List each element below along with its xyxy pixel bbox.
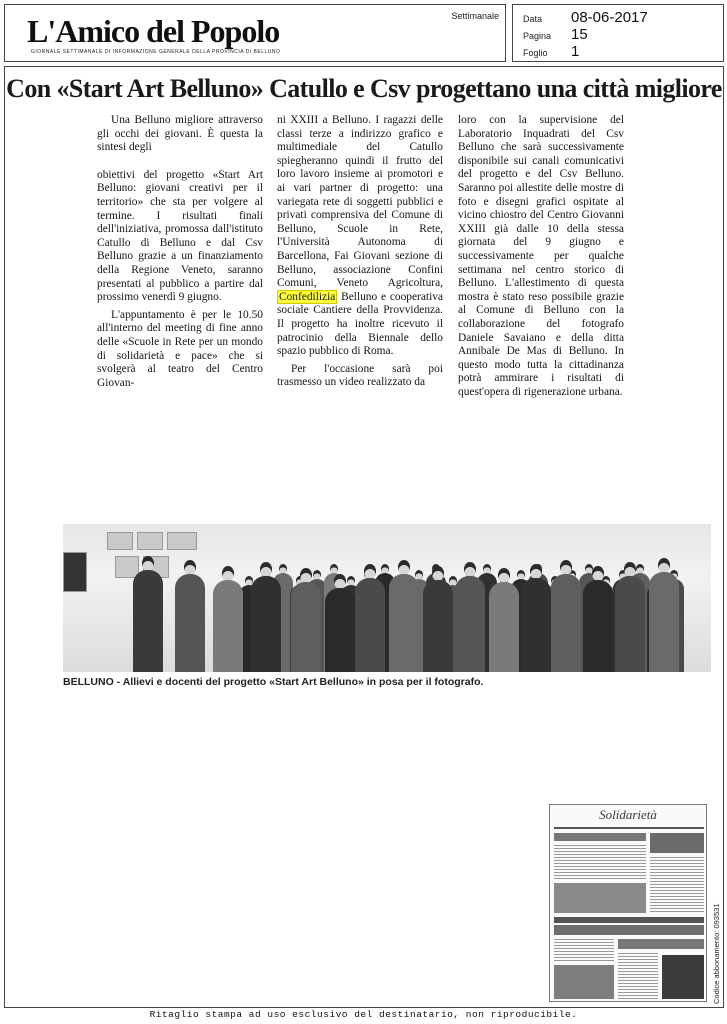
date-row <box>523 9 648 26</box>
subscription-code: Codice abbonamento: 093531 <box>712 903 721 1004</box>
person-body <box>325 588 355 673</box>
person-body <box>355 578 385 673</box>
article-text: Belluno e cooperativa sociale Cantiere della Provvidenza. Il progetto ha inoltre ricevuto il patrocinio della Biennale dello spazio pubblico di Roma. <box>277 290 443 358</box>
article-paragraph: loro con la supervisione del Laboratorio Inquadrati del Csv Belluno che sarà successivamente disponibile sui canali comunicativi del progetto e del Csv Belluno. Saranno poi allestite delle mostre di foto e disegni grafici ospitate al vicino chiostro del Centro Giovanni XXIII già dalle 10 della stessa giornata del 9 giugno e successivamente per qualche settimana nel centro storico di Belluno. L'allestimento di questa mostra è stato reso possibile grazie al Comune di Belluno con la collaborazione del fotografo Daniele Savaiano e della ditta Annibale De Mas di Belluno. In questo modo tutta la cittadinanza potrà ammirare i risultati di quest'opera di rigenerazione urbana. <box>458 114 624 398</box>
person-body <box>455 576 485 673</box>
person-figure <box>615 562 645 672</box>
person-head <box>142 556 155 571</box>
person-head <box>560 560 573 575</box>
thumbnail-photo <box>554 883 646 913</box>
page-row <box>523 26 588 43</box>
thumbnail-text <box>554 845 646 879</box>
person-figure <box>521 564 551 672</box>
person-figure <box>423 566 453 672</box>
person-body <box>423 580 453 673</box>
thumbnail-text <box>618 953 658 999</box>
person-body <box>521 578 551 673</box>
frequency-label: Settimanale <box>451 11 499 21</box>
wall-poster <box>137 532 163 550</box>
sheet-label: Foglio <box>523 48 548 58</box>
date-value: 08-06-2017 <box>571 9 648 26</box>
thumbnail-headline <box>554 917 704 923</box>
article-column-3 <box>458 114 624 403</box>
person-head <box>364 564 377 579</box>
article-text: ni XXIII a Belluno. I ragazzi delle classi terze a indirizzo grafico e multimediale del Catullo spiegheranno quindi il frutto del loro lavoro insieme ai promotori e ai vari partner di progetto: una variegata rete di soggetti pubblici e privati comprensiva del Comune di Belluno, Scuole in Rete, l'Università Autonoma di Barcellona, Fai Giovani sezione di Belluno, associazione Confini Comuni, Veneto Agricoltura, <box>277 114 443 290</box>
person-head <box>624 562 637 577</box>
thumbnail-ad <box>662 955 704 999</box>
person-figure <box>455 562 485 672</box>
person-body <box>615 576 645 673</box>
person-body <box>389 574 419 673</box>
article-column-2 <box>277 114 443 394</box>
thumbnail-headline <box>650 833 704 853</box>
photo-caption: BELLUNO - Allievi e docenti del progetto «Start Art Belluno» in posa per il fotografo. <box>63 676 484 688</box>
person-head <box>498 568 511 583</box>
person-body <box>583 580 613 673</box>
person-body <box>551 574 581 673</box>
thumbnail-headline <box>554 833 646 841</box>
thumbnail-text <box>650 857 704 913</box>
person-figure <box>489 568 519 672</box>
date-label: Data <box>523 14 543 24</box>
person-head <box>432 566 445 581</box>
thumbnail-photo <box>554 965 614 999</box>
sheet-row <box>523 43 579 60</box>
article-paragraph: Per l'occasione sarà poi trasmesso un video realizzato da <box>277 362 443 389</box>
thumbnail-headline <box>618 939 704 949</box>
person-head <box>300 568 313 583</box>
group-photo <box>63 524 711 672</box>
person-head <box>260 562 273 577</box>
thumbnail-section-title: Solidarietà <box>599 807 657 822</box>
person-body <box>649 572 679 673</box>
thumbnail-text <box>554 939 614 961</box>
article-paragraph: obiettivi del progetto «Start Art Belluno: giovani creativi per il territorio» che sta per volgere al termine. I risultati finali dell'iniziativa, promossa dall'istituto Catullo di Belluno e dal Csv Belluno grazie a un finanziamento della Regione Veneto, saranno presentati al pubblico a partire dal prossimo venerdì 9 giugno. <box>97 168 263 304</box>
person-figure <box>175 560 205 672</box>
person-body <box>251 576 281 673</box>
footer-disclaimer: Ritaglio stampa ad uso esclusivo del destinatario, non riproducibile. <box>149 1009 578 1020</box>
thumbnail-rule <box>554 827 704 829</box>
page-thumbnail <box>549 804 707 1002</box>
page-value: 15 <box>571 26 588 43</box>
highlighted-keyword: Confedilizia <box>279 290 336 303</box>
person-figure <box>213 566 243 672</box>
sheet-value: 1 <box>571 43 580 60</box>
article-column-1 <box>97 114 263 394</box>
article-paragraph: L'appuntamento è per le 10.50 all'interno del meeting di fine anno delle «Scuole in Rete per un mondo di solidarietà e pace» che si svolgerà al teatro del Centro Giovan- <box>97 308 263 389</box>
person-body <box>175 574 205 673</box>
person-head <box>184 560 197 575</box>
wall-poster <box>167 532 197 550</box>
person-head <box>592 566 605 581</box>
person-head <box>334 574 347 589</box>
thumbnail-photo <box>554 925 704 935</box>
person-figure <box>649 558 679 672</box>
wall-poster <box>107 532 133 550</box>
person-figure <box>291 568 321 672</box>
article-paragraph: Una Belluno migliore attraverso gli occhi dei giovani. È questa la sintesi degli <box>97 114 263 154</box>
article-headline: Con «Start Art Belluno» Catullo e Csv progettano una città migliore <box>6 74 722 103</box>
publication-subtitle: GIORNALE SETTIMANALE DI INFORMAZIONE GENERALE DELLA PROVINCIA DI BELLUNO <box>31 49 281 55</box>
person-head <box>530 564 543 579</box>
article-paragraph <box>277 114 443 359</box>
person-figure <box>583 566 613 672</box>
person-head <box>658 558 671 573</box>
person-body <box>291 582 321 673</box>
clipping-meta-box <box>512 4 724 62</box>
person-figure <box>389 560 419 672</box>
person-head <box>464 562 477 577</box>
person-head <box>222 566 235 581</box>
publication-name: L'Amico del Popolo <box>27 13 280 49</box>
person-figure <box>251 562 281 672</box>
person-head <box>398 560 411 575</box>
page-label: Pagina <box>523 31 552 41</box>
person-figure <box>551 560 581 672</box>
person-body <box>213 580 243 673</box>
person-figure <box>325 574 355 672</box>
person-figure <box>133 556 163 672</box>
person-body <box>489 582 519 673</box>
masthead-box <box>4 4 506 62</box>
person-body <box>133 570 163 673</box>
wall-poster <box>63 552 87 592</box>
person-figure <box>355 564 385 672</box>
